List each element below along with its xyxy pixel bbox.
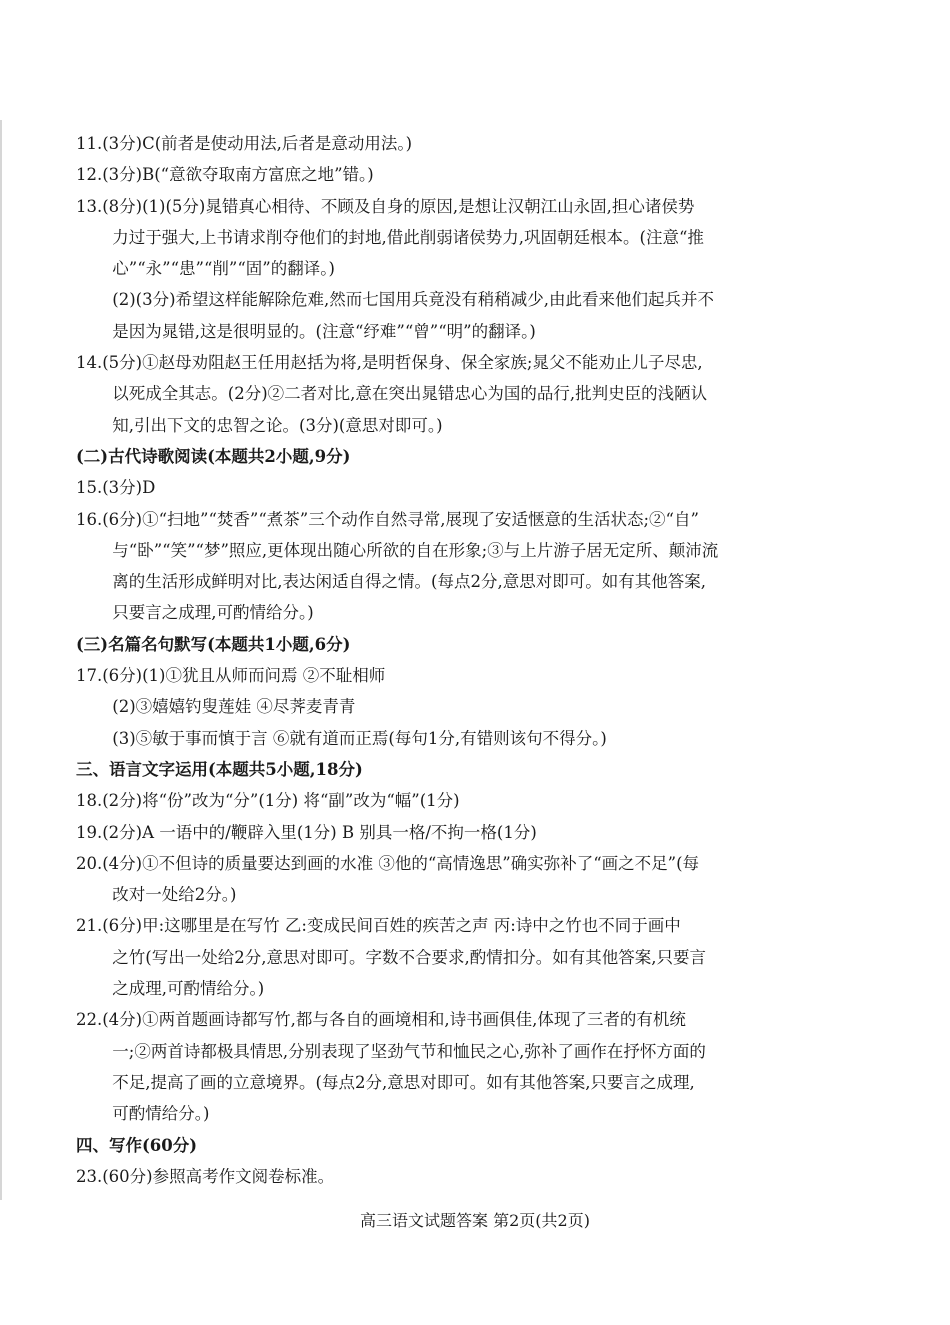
section-heading: (三)名篇名句默写(本题共1小题,6分) <box>76 634 351 654</box>
left-margin-rule <box>0 120 2 1200</box>
answer-line: 之竹(写出一处给2分,意思对即可。字数不合要求,酌情扣分。如有其他答案,只要言 <box>112 947 706 967</box>
answer-line: 18.(2分)将“份”改为“分”(1分) 将“副”改为“幅”(1分) <box>76 791 460 811</box>
answer-line: (2)③嬉嬉钓叟莲娃 ④尽荠麦青青 <box>112 697 356 717</box>
section-heading: 四、写作(60分) <box>76 1135 198 1155</box>
answer-line: 与“卧”“笑”“梦”照应,更体现出随心所欲的自在形象;③与上片游子居无定所、颠沛流 <box>112 540 719 560</box>
answer-line: 可酌情给分。) <box>112 1104 210 1124</box>
answer-line: 知,引出下文的忠智之论。(3分)(意思对即可。) <box>112 415 443 435</box>
answer-line: 改对一处给2分。) <box>112 885 237 905</box>
answer-line: (2)(3分)希望这样能解除危难,然而七国用兵竟没有稍稍减少,由此看来他们起兵并不 <box>112 290 715 310</box>
answer-line: 23.(60分)参照高考作文阅卷标准。 <box>76 1166 335 1186</box>
page-footer: 高三语文试题答案 第2页(共2页) <box>360 1211 590 1230</box>
answer-line: 21.(6分)甲:这哪里是在写竹 乙:变成民间百姓的疾苦之声 丙:诗中之竹也不同于画中 <box>76 916 681 936</box>
section-heading: 三、语言文字运用(本题共5小题,18分) <box>76 759 363 779</box>
answer-line: 15.(3分)D <box>76 478 156 498</box>
answer-line: 只要言之成理,可酌情给分。) <box>112 603 314 623</box>
answer-line: 不足,提高了画的立意境界。(每点2分,意思对即可。如有其他答案,只要言之成理, <box>112 1072 695 1092</box>
answer-line: 之成理,可酌情给分。) <box>112 979 265 999</box>
answer-line: 13.(8分)(1)(5分)晁错真心相待、不顾及自身的原因,是想让汉朝江山永固,担心诸侯势 <box>76 196 695 216</box>
section-heading: (二)古代诗歌阅读(本题共2小题,9分) <box>76 446 351 466</box>
answer-line: 离的生活形成鲜明对比,表达闲适自得之情。(每点2分,意思对即可。如有其他答案, <box>112 572 706 592</box>
answer-line: 14.(5分)①赵母劝阻赵王任用赵括为将,是明哲保身、保全家族;晁父不能劝止儿子尽忠, <box>76 353 703 373</box>
answer-line: 12.(3分)B(“意欲夺取南方富庶之地”错。) <box>76 165 374 185</box>
answer-line: 以死成全其志。(2分)②二者对比,意在突出晁错忠心为国的品行,批判史臣的浅陋认 <box>112 384 708 404</box>
answer-line: 22.(4分)①两首题画诗都写竹,都与各自的画境相和,诗书画俱佳,体现了三者的有机统 <box>76 1010 686 1030</box>
answer-line: 20.(4分)①不但诗的质量要达到画的水准 ③他的“高情逸思”确实弥补了“画之不足”(每 <box>76 853 700 873</box>
answer-line: 16.(6分)①“扫地”“焚香”“煮茶”三个动作自然寻常,展现了安适惬意的生活状态;②“自” <box>76 509 699 529</box>
answer-line: (3)⑤敏于事而慎于言 ⑥就有道而正焉(每句1分,有错则该句不得分。) <box>112 728 607 748</box>
answer-line: 是因为晁错,这是很明显的。(注意“纾难”“曾”“明”的翻译。) <box>112 321 536 341</box>
answer-line: 一;②两首诗都极具情思,分别表现了坚劲气节和恤民之心,弥补了画作在抒怀方面的 <box>112 1041 706 1061</box>
answer-line: 11.(3分)C(前者是使动用法,后者是意动用法。) <box>76 134 413 153</box>
answer-line: 17.(6分)(1)①犹且从师而问焉 ②不耻相师 <box>76 666 386 686</box>
answer-line: 19.(2分)A 一语中的/鞭辟入里(1分) B 别具一格/不拘一格(1分) <box>76 822 537 842</box>
answer-content <box>76 128 798 1192</box>
answer-line: 心”“永”“患”“削”“固”的翻译。) <box>112 259 335 279</box>
answer-line: 力过于强大,上书请求削夺他们的封地,借此削弱诸侯势力,巩固朝廷根本。(注意“推 <box>112 227 704 247</box>
